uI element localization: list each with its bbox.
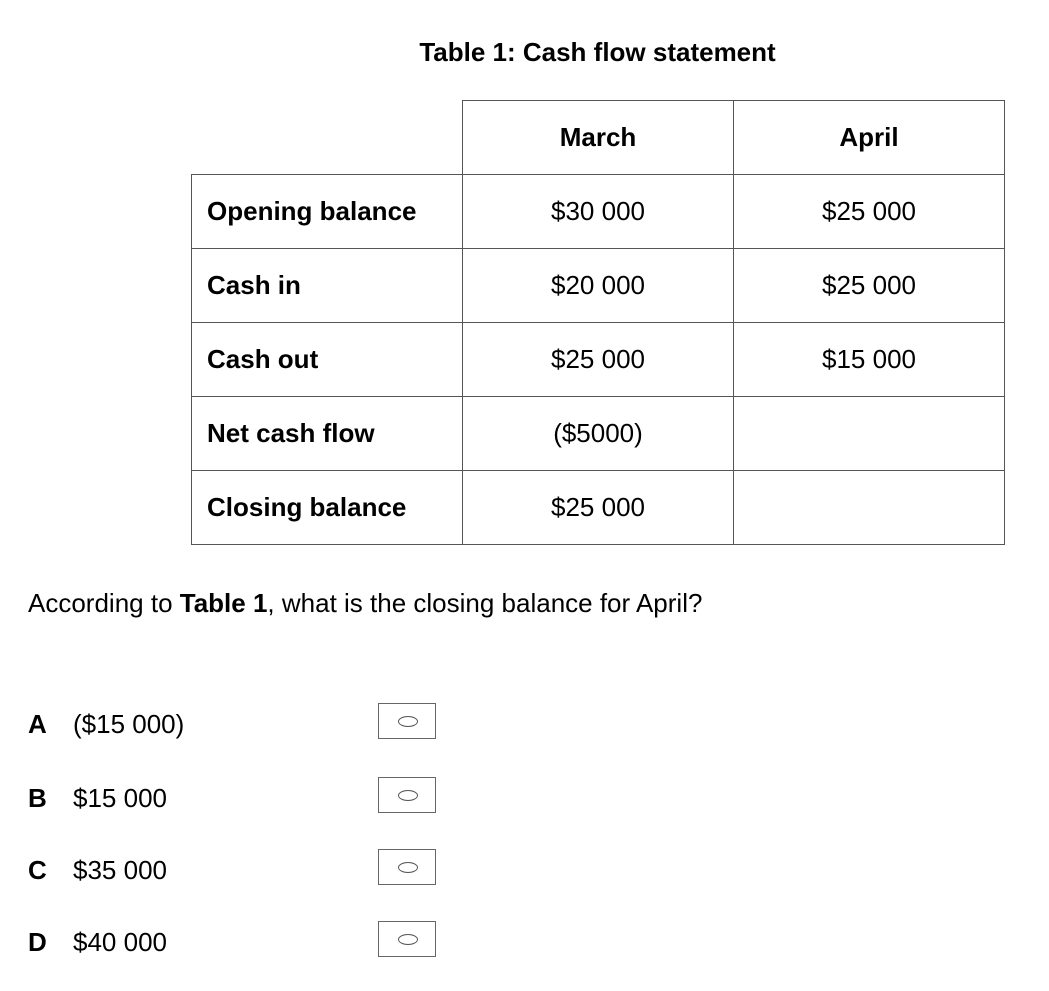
answer-bubble-c[interactable] bbox=[378, 849, 436, 885]
question-text bbox=[28, 588, 702, 619]
row-label-net-cash-flow: Net cash flow bbox=[192, 397, 463, 471]
cash-flow-table bbox=[191, 100, 1005, 545]
table-corner bbox=[192, 101, 463, 175]
option-letter: D bbox=[28, 927, 47, 957]
question-table-ref: Table 1 bbox=[179, 588, 268, 618]
cell-april-cash-out: $15 000 bbox=[734, 323, 1005, 397]
row-label-closing-balance: Closing balance bbox=[192, 471, 463, 545]
table-header-row bbox=[192, 101, 1005, 175]
row-label-opening-balance: Opening balance bbox=[192, 175, 463, 249]
header-april: April bbox=[734, 101, 1005, 175]
cell-april-net-cash-flow bbox=[734, 397, 1005, 471]
table-row bbox=[192, 471, 1005, 545]
answer-bubble-d[interactable] bbox=[378, 921, 436, 957]
cell-march-cash-out: $25 000 bbox=[463, 323, 734, 397]
cell-april-closing-balance bbox=[734, 471, 1005, 545]
option-text: $35 000 bbox=[73, 855, 167, 885]
cell-march-opening-balance: $30 000 bbox=[463, 175, 734, 249]
answer-option-d bbox=[28, 921, 468, 961]
cell-march-closing-balance: $25 000 bbox=[463, 471, 734, 545]
answer-option-a bbox=[28, 703, 468, 743]
option-letter: C bbox=[28, 855, 47, 885]
answer-bubble-a[interactable] bbox=[378, 703, 436, 739]
question-suffix: , what is the closing balance for April? bbox=[267, 588, 703, 618]
table-row bbox=[192, 323, 1005, 397]
question-prefix: According to bbox=[28, 588, 180, 618]
cell-april-cash-in: $25 000 bbox=[734, 249, 1005, 323]
option-letter: B bbox=[28, 783, 47, 813]
answer-option-b bbox=[28, 777, 468, 817]
cell-march-cash-in: $20 000 bbox=[463, 249, 734, 323]
table-title: Table 1: Cash flow statement bbox=[419, 37, 776, 67]
option-letter: A bbox=[28, 709, 47, 739]
option-text: ($15 000) bbox=[73, 709, 185, 739]
option-text: $40 000 bbox=[73, 927, 167, 957]
row-label-cash-in: Cash in bbox=[192, 249, 463, 323]
table-row bbox=[192, 175, 1005, 249]
option-text: $15 000 bbox=[73, 783, 167, 813]
row-label-cash-out: Cash out bbox=[192, 323, 463, 397]
table-row bbox=[192, 397, 1005, 471]
cell-march-net-cash-flow: ($5000) bbox=[463, 397, 734, 471]
answer-option-c bbox=[28, 849, 468, 889]
table-row bbox=[192, 249, 1005, 323]
answer-bubble-b[interactable] bbox=[378, 777, 436, 813]
header-march: March bbox=[463, 101, 734, 175]
cell-april-opening-balance: $25 000 bbox=[734, 175, 1005, 249]
